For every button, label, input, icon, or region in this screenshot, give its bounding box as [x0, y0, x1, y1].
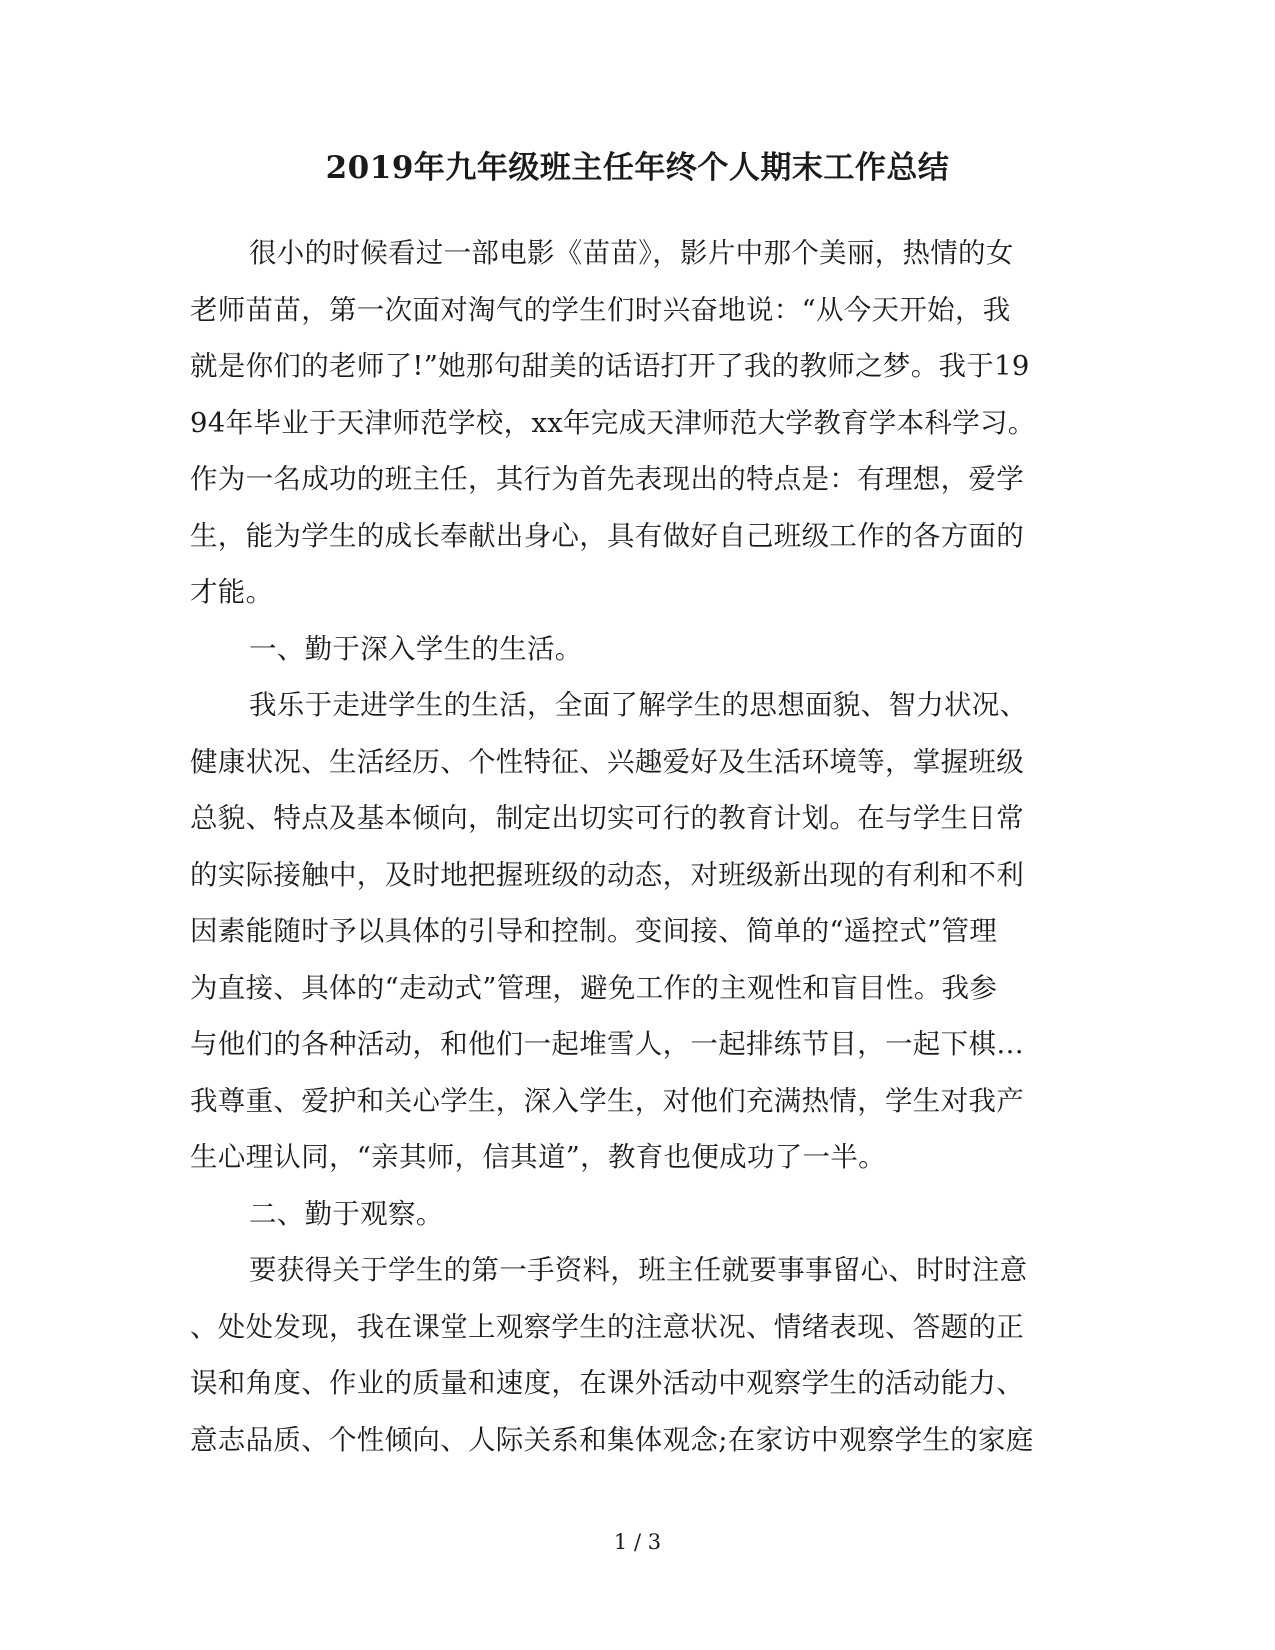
document-body	[190, 225, 1090, 1468]
paragraph-line: 作为一名成功的班主任，其行为首先表现出的特点是：有理想，爱学	[190, 463, 1024, 495]
paragraph-line: 健康状况、生活经历、个性特征、兴趣爱好及生活环境等，掌握班级	[190, 745, 1024, 778]
paragraph-line: 老师苗苗，第一次面对淘气的学生们时兴奋地说：“从今天开始，我	[190, 293, 1011, 326]
section-heading: 一、勤于深入学生的生活。	[249, 632, 583, 665]
section-heading: 二、勤于观察。	[249, 1197, 444, 1230]
paragraph-line: 我尊重、爱护和关心学生，深入学生，对他们充满热情，学生对我产	[190, 1084, 1024, 1117]
paragraph-line: 94年毕业于天津师范学校，xx年完成天津师范大学教育学本科学习。	[190, 406, 1036, 439]
paragraph-line: 我乐于走进学生的生活，全面了解学生的思想面貌、智力状况、	[249, 689, 1028, 721]
paragraph-line: 生心理认同，“亲其师，信其道”，教育也便成功了一半。	[190, 1141, 886, 1173]
paragraph-line: 总貌、特点及基本倾向，制定出切实可行的教育计划。在与学生日常	[190, 802, 1024, 834]
page-number: 1 / 3	[613, 1530, 662, 1554]
paragraph-line: 很小的时候看过一部电影《苗苗》，影片中那个美丽，热情的女	[249, 237, 1014, 269]
paragraph-line: 与他们的各种活动，和他们一起堆雪人，一起排练节目，一起下棋…	[190, 1028, 1024, 1060]
document-title: 2019年九年级班主任年终个人期末工作总结	[325, 150, 950, 186]
paragraph-line: 要获得关于学生的第一手资料，班主任就要事事留心、时时注意	[249, 1254, 1028, 1286]
paragraph-line: 因素能随时予以具体的引导和控制。变间接、简单的“遥控式”管理	[190, 915, 998, 947]
paragraph-line: 才能。	[190, 576, 274, 608]
paragraph-line: 误和角度、作业的质量和速度，在课外活动中观察学生的活动能力、	[190, 1367, 1024, 1399]
paragraph-line: 的实际接触中，及时地把握班级的动态，对班级新出现的有利和不利	[190, 858, 1024, 891]
paragraph-line: 就是你们的老师了!”她那句甜美的话语打开了我的教师之梦。我于19	[190, 350, 1030, 382]
paragraph-line: 、处处发现，我在课堂上观察学生的注意状况、情绪表现、答题的正	[190, 1310, 1024, 1343]
paragraph-line: 意志品质、个性倾向、人际关系和集体观念;在家访中观察学生的家庭	[190, 1423, 1034, 1456]
paragraph-line: 为直接、具体的“走动式”管理，避免工作的主观性和盲目性。我参	[190, 971, 998, 1004]
paragraph-line: 生，能为学生的成长奉献出身心，具有做好自己班级工作的各方面的	[190, 519, 1024, 552]
